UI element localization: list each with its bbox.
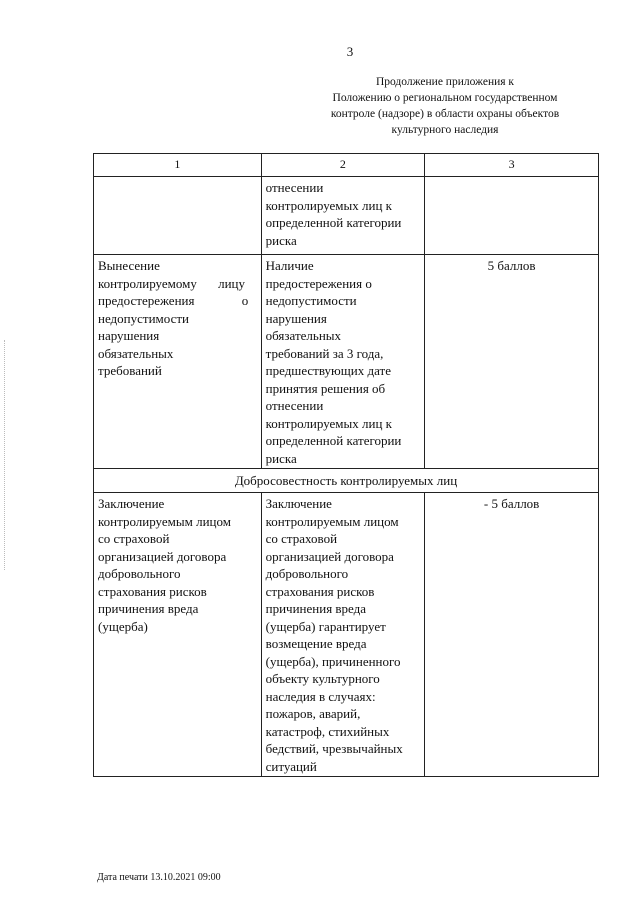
appendix-note-line: Положению о региональном государственном <box>332 92 558 104</box>
table-cell <box>94 177 262 255</box>
cell-line: недопустимости <box>98 310 189 326</box>
appendix-note-line: Продолжение приложения к <box>375 76 515 88</box>
scan-margin-marks <box>4 340 6 570</box>
section-row <box>94 469 599 493</box>
appendix-note-line: культурного наследия <box>391 124 499 136</box>
cell-line: страхования рисков <box>265 583 375 599</box>
cell-line: обязательных <box>98 345 174 361</box>
cell-line: добровольного <box>265 566 349 581</box>
cell-line: отнесении <box>265 398 324 413</box>
cell-line: наследия в случаях: <box>265 688 376 704</box>
table-row <box>94 177 599 255</box>
table-cell <box>94 255 262 469</box>
table-header-row <box>94 154 599 177</box>
table-cell <box>94 493 262 777</box>
cell-line: определенной категории <box>265 215 402 230</box>
column-header: 1 <box>94 154 262 177</box>
score-value: 5 баллов <box>487 258 536 273</box>
cell-line: объекту культурного <box>265 671 380 686</box>
cell-line: со страховой <box>265 531 338 546</box>
appendix-note-line: контроле (надзоре) в области охраны объектов <box>330 108 560 120</box>
cell-line: требований <box>98 363 162 378</box>
table-cell <box>425 493 599 777</box>
cell-line: возмещение вреда <box>265 636 367 651</box>
cell-line: контролируемых лиц к <box>265 415 392 431</box>
score-value: - 5 баллов <box>483 496 540 511</box>
cell-line: организацией договора <box>265 548 394 564</box>
cell-line: риска <box>265 232 297 248</box>
cell-line: причинения вреда <box>265 601 367 616</box>
cell-line: контролируемым лицом <box>265 513 399 529</box>
cell-line: со страховой <box>98 531 170 546</box>
table-cell <box>425 177 599 255</box>
cell-line: отнесении <box>265 180 324 195</box>
cell-line: Наличие <box>265 258 314 273</box>
cell-line: ситуаций <box>265 758 317 774</box>
cell-line: контролируемым лицом <box>98 513 231 529</box>
cell-line: (ущерба) гарантирует <box>265 618 386 634</box>
cell-line: катастроф, стихийных <box>265 723 390 739</box>
cell-line: недопустимости <box>265 293 357 308</box>
cell-line: обязательных <box>265 328 342 343</box>
table-cell <box>261 493 425 777</box>
cell-line: требований за 3 года, <box>265 345 384 361</box>
column-header: 3 <box>425 154 599 177</box>
cell-line: риска <box>265 450 297 466</box>
cell-line: нарушения <box>98 328 160 343</box>
table-cell <box>261 177 425 255</box>
table-row <box>94 493 599 777</box>
cell-line: контролируемому лицу <box>98 275 246 291</box>
cell-line: определенной категории <box>265 433 402 448</box>
appendix-note <box>300 74 590 138</box>
print-date: Дата печати 13.10.2021 09:00 <box>97 872 221 883</box>
cell-line: бедствий, чрезвычайных <box>265 741 403 756</box>
cell-line: принятия решения об <box>265 380 386 396</box>
criteria-table <box>93 153 599 777</box>
cell-line: предостережения о <box>265 275 372 291</box>
cell-line: пожаров, аварий, <box>265 706 361 721</box>
cell-line: Заключение <box>98 496 165 511</box>
cell-line: предостережения о <box>98 293 249 308</box>
table-row <box>94 255 599 469</box>
cell-line: Вынесение <box>98 258 160 273</box>
cell-line: страхования рисков <box>98 583 207 599</box>
cell-line: (ущерба) <box>98 618 148 634</box>
cell-line: (ущерба), причиненного <box>265 653 401 669</box>
cell-line: нарушения <box>265 310 327 326</box>
column-header: 2 <box>261 154 425 177</box>
cell-line: предшествующих дате <box>265 363 391 378</box>
section-title: Добросовестность контролируемых лиц <box>94 469 599 493</box>
cell-line: причинения вреда <box>98 601 199 616</box>
table-cell <box>261 255 425 469</box>
cell-line: организацией договора <box>98 548 227 564</box>
cell-line: добровольного <box>98 566 181 581</box>
table-cell <box>425 255 599 469</box>
cell-line: Заключение <box>265 496 332 511</box>
page-number: 3 <box>346 44 354 59</box>
cell-line: контролируемых лиц к <box>265 197 392 213</box>
